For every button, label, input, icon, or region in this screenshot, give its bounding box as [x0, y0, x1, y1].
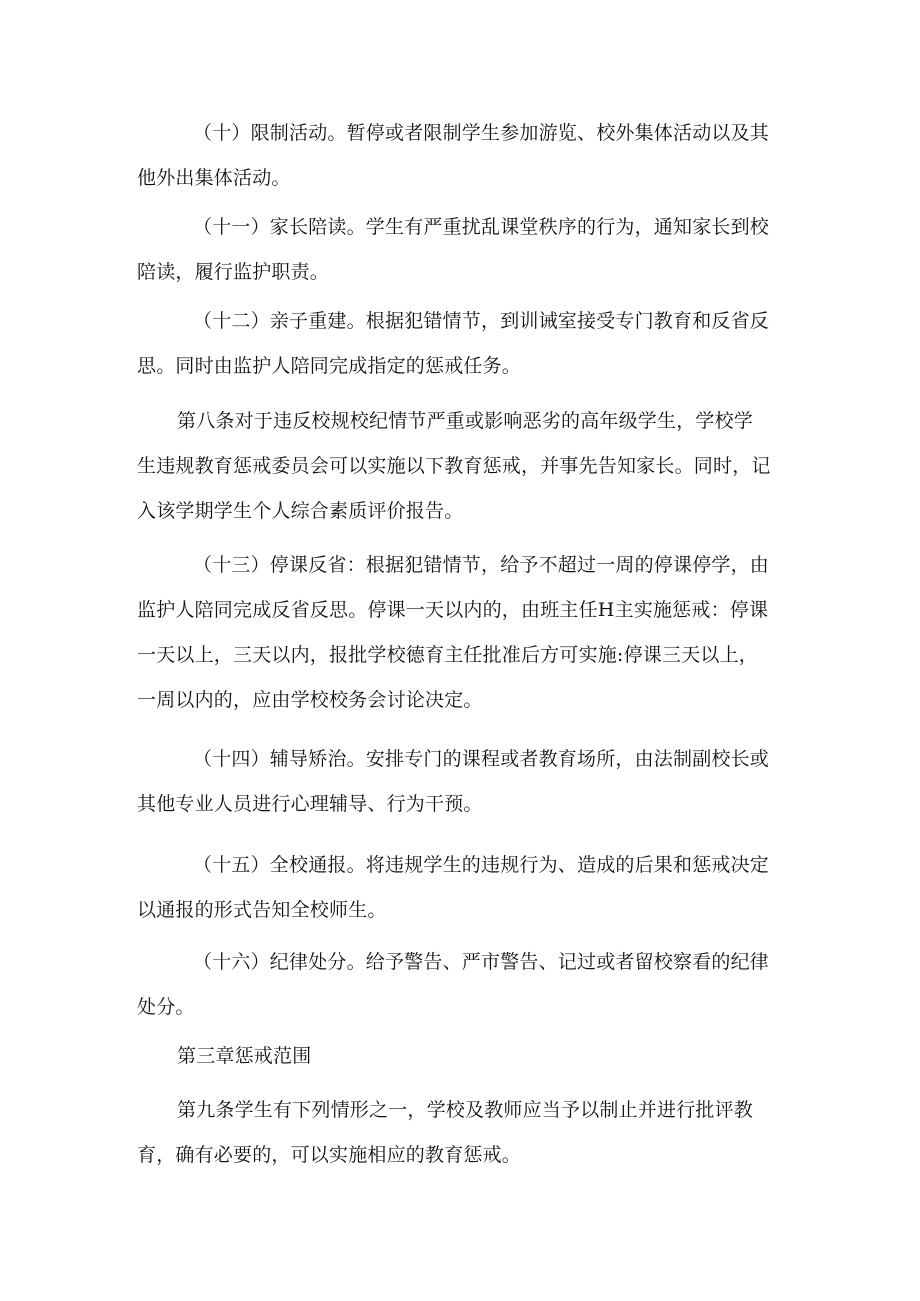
text-line: （十二）亲子重建。根据犯错情节，到训诫室接受专门教育和反省反	[193, 310, 770, 332]
text-line: （十五）全校通报。将违规学生的违规行为、造成的后果和惩戒决定	[193, 854, 770, 876]
item-10-restrict-activities	[137, 111, 791, 201]
text-line: 第八条对于违反校规校纪情节严重或影响恶劣的高年级学生，学校学	[177, 410, 754, 432]
text-line: 陪读，履行监护职责。	[137, 261, 330, 283]
text-line: （十三）停课反省：根据犯错情节，给予不超过一周的停课停学，由	[193, 554, 770, 576]
item-16-disciplinary-action	[137, 940, 791, 1030]
text-line: 处分。	[137, 996, 195, 1018]
text-line: 一天以上，三天以内，报批学校德育主任批准后方可实施:停课三天以上，	[137, 644, 759, 666]
text-line: （十六）纪律处分。给予警告、严市警告、记过或者留校察看的纪律	[193, 951, 770, 973]
text-line: 第三章惩戒范围	[177, 1045, 312, 1067]
chapter-3-heading	[137, 1034, 791, 1079]
text-line: 第九条学生有下列情形之一，学校及教师应当予以制止并进行批评教	[177, 1099, 754, 1121]
text-line: 育，确有必要的，可以实施相应的教育惩戒。	[137, 1144, 522, 1166]
text-line: 思。同时由监护人陪同完成指定的惩戒任务。	[137, 355, 522, 377]
text-line: 入该学期学生个人综合素质评价报告。	[137, 500, 464, 522]
article-8	[137, 399, 791, 534]
text-line: 生违规教育惩戒委员会可以实施以下教育惩戒，并事先告知家长。同时，记	[137, 455, 771, 477]
text-line: 他外出集体活动。	[137, 167, 291, 189]
item-13-suspension	[137, 543, 791, 723]
item-12-parent-child-rebuild	[137, 299, 791, 389]
item-11-parent-accompany	[137, 205, 791, 295]
text-line: 监护人陪同完成反省反思。停课一天以内的，由班主任H主实施惩戒：停课	[137, 599, 769, 621]
text-line: 其他专业人员进行心理辅导、行为干预。	[137, 793, 483, 815]
text-line: 以通报的形式告知全校师生。	[137, 899, 387, 921]
article-9	[137, 1088, 791, 1178]
item-15-school-notice	[137, 843, 791, 933]
text-line: 一周以内的，应由学校校务会讨论决定。	[137, 689, 483, 711]
text-line: （十四）辅导矫治。安排专门的课程或者教育场所，由法制副校长或	[193, 748, 770, 770]
text-line: （十）限制活动。暂停或者限制学生参加游览、校外集体活动以及其	[193, 122, 770, 144]
text-line: （十一）家长陪读。学生有严重扰乱课堂秩序的行为，通知家长到校	[193, 216, 770, 238]
item-14-counseling	[137, 737, 791, 827]
